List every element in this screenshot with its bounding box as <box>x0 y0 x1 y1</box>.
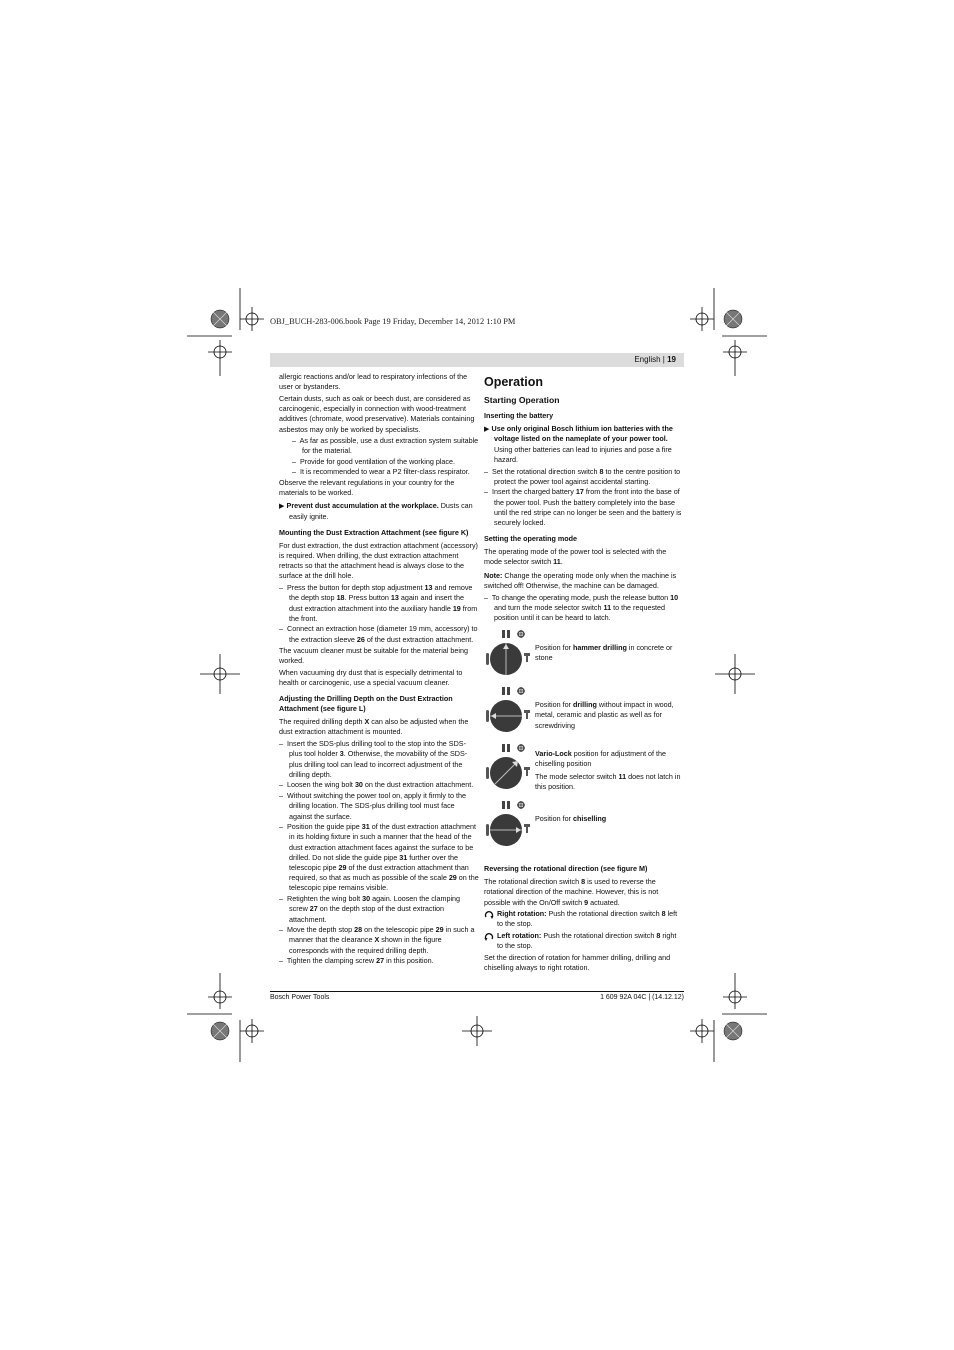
dust-bullet: – Provide for good ventilation of the working place. <box>292 456 456 466</box>
adjust-step: – Position the guide pipe 31 of the dust extraction attachment in its holding fixture in such a manner that the head of the dust extraction attachment faces against the surface to be drilled. Do not slide the guide pipe 31 further over the telescopic pipe 29 of the dust extraction attachment than required, so that as much as possible of the scale 29 on the telescopic pipe remains visible. <box>279 822 479 893</box>
mount-step: – Press the button for depth stop adjustment 13 and remove the depth stop 18. Press button 13 again and insert the dust extraction attachment into the auxiliary handle 19 from the front. <box>279 583 478 623</box>
section-title: Operation <box>484 375 544 389</box>
mode-vario-lock <box>484 743 684 797</box>
note-text: Note: Change the operating mode only when the machine is switched off! Otherwise, the machine can be damaged. <box>484 570 677 590</box>
adjust-step: – Move the depth stop 28 on the telescopic pipe 29 in such a manner that the clearance X shown in the figure corresponds with the required drilling depth. <box>279 925 475 955</box>
dust-bullet: – As far as possible, use a dust extraction system suitable for the material. <box>292 436 479 456</box>
mode-selector-icon <box>484 800 532 852</box>
left-column <box>279 372 479 967</box>
battery-heading: Inserting the battery <box>484 411 554 421</box>
adjust-heading: Adjusting the Drilling Depth on the Dust Extraction Attachment (see figure L) <box>279 694 453 714</box>
file-header: OBJ_BUCH-283-006.book Page 19 Friday, December 14, 2012 1:10 PM <box>270 317 516 326</box>
mode-drilling <box>484 686 684 740</box>
mode-step: – To change the operating mode, push the release button 10 and turn the mode selector switch 11 to the requested position until it can be heard to latch. <box>484 592 679 622</box>
mode-description: Position for drilling without impact in wood, metal, ceramic and plastic as well as for screwdriving <box>535 700 674 730</box>
reverse-text: The rotational direction switch 8 is used to reverse the rotational direction of the machine. However, this is not possible with the On/Off switch 9 actuated. <box>484 877 659 907</box>
header-page-number: 19 <box>667 355 676 364</box>
footer-brand: Bosch Power Tools <box>270 994 330 1001</box>
page-header-text: English | 19 <box>634 355 676 364</box>
adjust-text: The required drilling depth X can also be adjusted when the dust extraction attachment is mounted. <box>279 717 469 737</box>
footer-rule <box>270 991 684 992</box>
battery-step: – Insert the charged battery 17 from the front into the base of the power tool. Push the battery completely into the base until the red stripe can no longer be seen and the battery is securely locked. <box>484 487 682 528</box>
mode-selector-icon <box>484 686 532 738</box>
footer-doc-number: 1 609 92A 04C | (14.12.12) <box>600 994 684 1001</box>
adjust-step: – Insert the SDS-plus drilling tool to the stop into the SDS-plus tool holder 3. Otherwise, the movability of the SDS-plus drilling tool can lead to incorrect adjustment of the drilling depth. <box>279 739 468 779</box>
vacuum-text-1: The vacuum cleaner must be suitable for the material being worked. <box>279 645 468 666</box>
right-rotation-text: Right rotation: Push the rotational direction switch 8 left to the stop. <box>484 909 684 929</box>
mount-text: For dust extraction, the dust extraction attachment (accessory) is required. When drilling, the dust extraction attachment retracts so that the attachment head is always close to the surface at the drill hole. <box>279 540 478 581</box>
intro-paragraph-1: allergic reactions and/or lead to respiratory infections of the user or bystanders. <box>279 372 468 392</box>
intro-paragraph-2: Certain dusts, such as oak or beech dust, are considered as carcinogenic, especially in connection with wood-treatment additives (chromate, wood preservative). Materials containing asbestos may only be worked by specialists. <box>279 393 475 434</box>
page-header-bar <box>270 353 684 367</box>
mode-description: Position for hammer drilling in concrete or stone <box>535 643 673 663</box>
starting-heading: Starting Operation <box>484 395 560 405</box>
mode-chiselling <box>484 800 684 854</box>
battery-step: – Set the rotational direction switch 8 to the centre position to protect the power tool against accidental starting. <box>484 466 681 486</box>
mode-hammer-drilling <box>484 629 684 683</box>
mode-description: Vario-Lock position for adjustment of the chiselling position The mode selector switch 11 does not latch in this position. <box>535 749 681 791</box>
left-rotation-text: Left rotation: Push the rotational direction switch 8 right to the stop. <box>484 931 684 951</box>
regulations-text: Observe the relevant regulations in your country for the materials to be worked. <box>279 478 455 498</box>
arrow-icon: ▶ <box>484 424 490 434</box>
dust-bullet: – It is recommended to wear a P2 filter-class respirator. <box>292 466 470 476</box>
right-rotation-icon <box>484 910 494 920</box>
prevent-dust-warning: ▶ Prevent dust accumulation at the workplace. Dusts can easily ignite. <box>279 501 473 521</box>
left-rotation-icon <box>484 932 494 942</box>
closing-text: Set the direction of rotation for hammer drilling, drilling and chiselling always to right rotation. <box>484 953 671 973</box>
mode-description: Position for chiselling <box>535 814 607 824</box>
vacuum-text-2: When vacuuming dry dust that is especially detrimental to health or carcinogenic, use a special vacuum cleaner. <box>279 667 463 687</box>
adjust-step: – Loosen the wing bolt 30 on the dust extraction attachment. <box>279 780 474 790</box>
mount-heading: Mounting the Dust Extraction Attachment (see figure K) <box>279 527 469 537</box>
arrow-icon: ▶ <box>279 501 285 511</box>
mode-selector-icon <box>484 743 532 795</box>
adjust-step: – Without switching the power tool on, apply it firmly to the drilling location. The SDS-plus drilling tool must face against the surface. <box>279 791 466 821</box>
battery-warning: ▶ Use only original Bosch lithium ion batteries with the voltage listed on the nameplate of your power tool. Using other batteries can lead to injuries and pose a fire hazard. <box>484 424 673 464</box>
header-language: English <box>634 355 661 364</box>
adjust-step: – Retighten the wing bolt 30 again. Loosen the clamping screw 27 on the depth stop of the dust extraction attachment. <box>279 894 461 924</box>
mode-heading: Setting the operating mode <box>484 534 578 544</box>
mode-selector-icon <box>484 629 532 681</box>
mode-text: The operating mode of the power tool is selected with the mode selector switch 11. <box>484 547 667 567</box>
adjust-step: – Tighten the clamping screw 27 in this position. <box>279 956 434 966</box>
mount-step: – Connect an extraction hose (diameter 19 mm, accessory) to the extraction sleeve 26 of the dust extraction attachment. <box>279 624 478 644</box>
reverse-heading: Reversing the rotational direction (see figure M) <box>484 864 648 874</box>
right-column <box>484 372 684 975</box>
